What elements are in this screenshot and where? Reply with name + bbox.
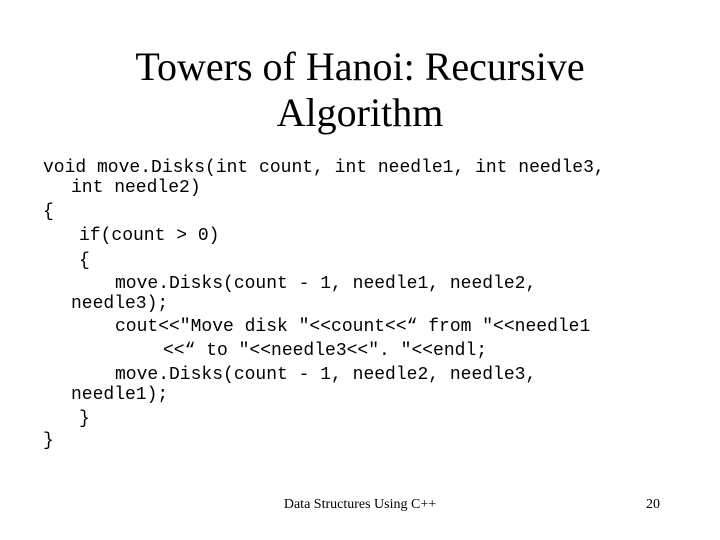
code-line-9: <<“ to "<<needle3<<". "<<endl; (163, 341, 488, 361)
code-line-2: int needle2) (71, 178, 201, 198)
code-line-8: cout<<"Move disk "<<count<<“ from "<<needle1 (115, 317, 591, 337)
code-line-5: { (79, 251, 90, 271)
slide-title-line-1: Towers of Hanoi: Recursive (135, 44, 585, 89)
code-line-12: } (79, 409, 90, 429)
page-number: 20 (646, 497, 660, 512)
code-line-4: if(count > 0) (79, 226, 220, 246)
code-line-1: void move.Disks(int count, int needle1, int needle3, (43, 158, 605, 178)
code-line-11: needle1); (71, 385, 169, 405)
code-line-10: move.Disks(count - 1, needle2, needle3, (115, 365, 537, 385)
slide-title-line-2: Algorithm (276, 90, 444, 135)
code-line-6: move.Disks(count - 1, needle1, needle2, (115, 274, 537, 294)
code-line-3: { (43, 202, 54, 222)
code-line-7: needle3); (71, 294, 169, 314)
footer-text: Data Structures Using C++ (283, 497, 437, 512)
code-line-13: } (43, 431, 54, 451)
